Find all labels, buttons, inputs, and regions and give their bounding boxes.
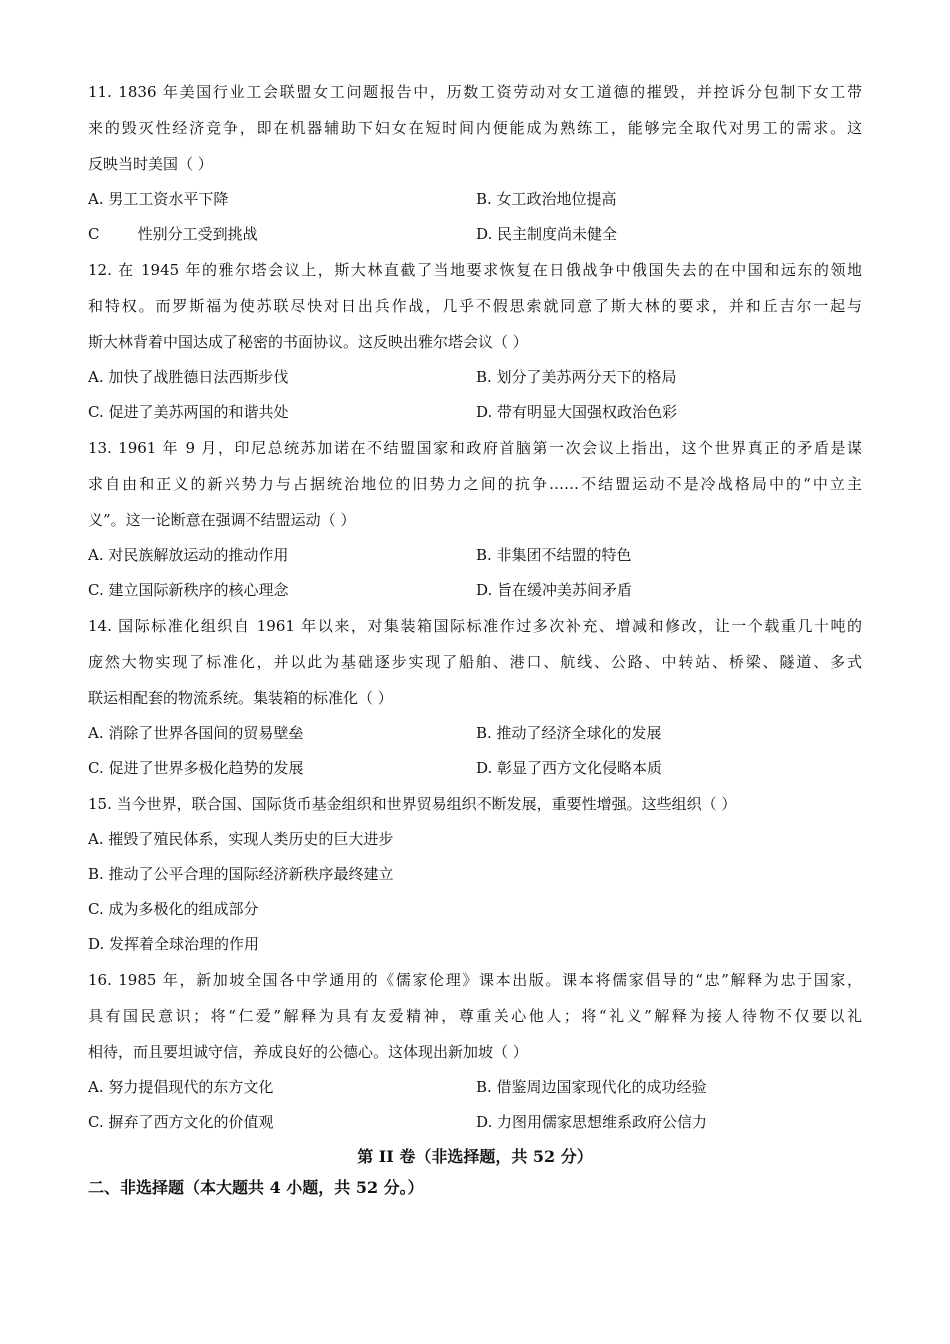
question-15 (88, 786, 862, 962)
question-12-option-b: B. 划分了美苏两分天下的格局 (476, 368, 677, 386)
question-14-option-c: C. 促进了世界多极化趋势的发展 (88, 759, 304, 777)
question-12-options-row-1 (88, 360, 862, 395)
question-14-option-d: D. 彰显了西方文化侵略本质 (476, 759, 663, 777)
question-13-line-1: 13. 1961 年 9 月，印尼总统苏加诺在不结盟国家和政府首脑第一次会议上指出，这个世界真正的矛盾是谋 (88, 439, 862, 457)
question-13-options-row-1 (88, 538, 862, 573)
question-11-line-1: 11. 1836 年美国行业工会联盟女工问题报告中，历数工资劳动对女工道德的摧毁，并控诉分包制下女工带 (88, 83, 862, 101)
question-15-option-b: B. 推动了公平合理的国际经济新秩序最终建立 (88, 865, 394, 883)
question-16-option-d: D. 力图用儒家思想维系政府公信力 (476, 1113, 708, 1131)
question-15-options-row-2 (88, 857, 862, 892)
question-13-option-a: A. 对民族解放运动的推动作用 (88, 546, 289, 564)
question-11 (88, 74, 862, 252)
question-14-option-b: B. 推动了经济全球化的发展 (476, 724, 662, 742)
question-14 (88, 608, 862, 786)
question-12-options-row-2 (88, 395, 862, 430)
question-12-line-2: 和特权。而罗斯福为使苏联尽快对日出兵作战，几乎不假思索就同意了斯大林的要求，并和丘吉尔一起与 (88, 297, 862, 315)
question-11-option-d: D. 民主制度尚未健全 (476, 225, 618, 243)
question-14-options-row-1 (88, 716, 862, 751)
question-12-option-d: D. 带有明显大国强权政治色彩 (476, 403, 678, 421)
question-16-option-b: B. 借鉴周边国家现代化的成功经验 (476, 1078, 707, 1096)
question-16-options-row-2 (88, 1105, 862, 1140)
question-13-option-b: B. 非集团不结盟的特色 (476, 546, 632, 564)
exam-page (88, 74, 862, 1202)
question-13-option-c: C. 建立国际新秩序的核心理念 (88, 581, 289, 599)
question-15-option-d: D. 发挥着全球治理的作用 (88, 935, 260, 953)
question-14-line-3: 联运相配套的物流系统。集装箱的标准化（ ） (88, 689, 393, 707)
question-15-options-row-3 (88, 892, 862, 927)
question-13-line-2: 求自由和正义的新兴势力与占据统治地位的旧势力之间的抗争……不结盟运动不是冷战格局中的“中立主 (88, 475, 862, 493)
question-14-option-a: A. 消除了世界各国间的贸易壁垒 (88, 724, 304, 742)
question-11-options-row-2 (88, 217, 862, 252)
question-12-option-a: A. 加快了战胜德日法西斯步伐 (88, 368, 289, 386)
question-12-option-c: C. 促进了美苏两国的和谐共处 (88, 403, 289, 421)
question-11-option-a: A. 男工工资水平下降 (88, 190, 229, 208)
question-11-line-2: 来的毁灭性经济竞争，即在机器辅助下妇女在短时间内便能成为熟练工，能够完全取代对男工的需求。这 (88, 119, 862, 137)
question-15-option-a: A. 摧毁了殖民体系，实现人类历史的巨大进步 (88, 830, 394, 848)
question-15-option-c: C. 成为多极化的组成部分 (88, 900, 259, 918)
question-12-line-1: 12. 在 1945 年的雅尔塔会议上，斯大林直截了当地要求恢复在日俄战争中俄国失去的在中国和远东的领地 (88, 261, 862, 279)
question-11-options-row-1 (88, 182, 862, 217)
question-14-line-1: 14. 国际标准化组织自 1961 年以来，对集装箱国际标准作过多次补充、增减和修改，让一个载重几十吨的 (88, 617, 862, 635)
question-16 (88, 962, 862, 1140)
question-13-line-3: 义”。这一论断意在强调不结盟运动（ ） (88, 511, 356, 529)
question-13 (88, 430, 862, 608)
question-11-option-b: B. 女工政治地位提高 (476, 190, 617, 208)
section-title: 第 II 卷（非选择题，共 52 分） (357, 1147, 593, 1166)
section-subtitle: 二、非选择题（本大题共 4 小题，共 52 分。） (88, 1178, 424, 1197)
question-11-line-3: 反映当时美国（ ） (88, 155, 213, 173)
question-16-option-c: C. 摒弃了西方文化的价值观 (88, 1113, 274, 1131)
question-14-options-row-2 (88, 751, 862, 786)
question-16-line-2: 具有国民意识；将“仁爱”解释为具有友爱精神，尊重关心他人；将“礼义”解释为接人待物不仅要以礼 (88, 1007, 862, 1025)
question-14-line-2: 庞然大物实现了标准化，并以此为基础逐步实现了船舶、港口、航线、公路、中转站、桥梁、隧道、多式 (88, 653, 862, 671)
question-16-line-3: 相待，而且要坦诚守信，养成良好的公德心。这体现出新加坡（ ） (88, 1043, 528, 1061)
question-16-options-row-1 (88, 1070, 862, 1105)
question-12-line-3: 斯大林背着中国达成了秘密的书面协议。这反映出雅尔塔会议（ ） (88, 333, 528, 351)
question-15-line-1: 15. 当今世界，联合国、国际货币基金组织和世界贸易组织不断发展，重要性增强。这些组织（ ） (88, 795, 737, 813)
question-12 (88, 252, 862, 430)
question-15-options-row-1 (88, 822, 862, 857)
question-13-options-row-2 (88, 573, 862, 608)
question-16-line-1: 16. 1985 年，新加坡全国各中学通用的《儒家伦理》课本出版。课本将儒家倡导的“忠”解释为忠于国家， (88, 971, 862, 989)
question-13-option-d: D. 旨在缓冲美苏间矛盾 (476, 581, 633, 599)
question-11-option-c: C 性别分工受到挑战 (88, 225, 258, 243)
question-16-option-a: A. 努力提倡现代的东方文化 (88, 1078, 274, 1096)
question-15-options-row-4 (88, 927, 862, 962)
